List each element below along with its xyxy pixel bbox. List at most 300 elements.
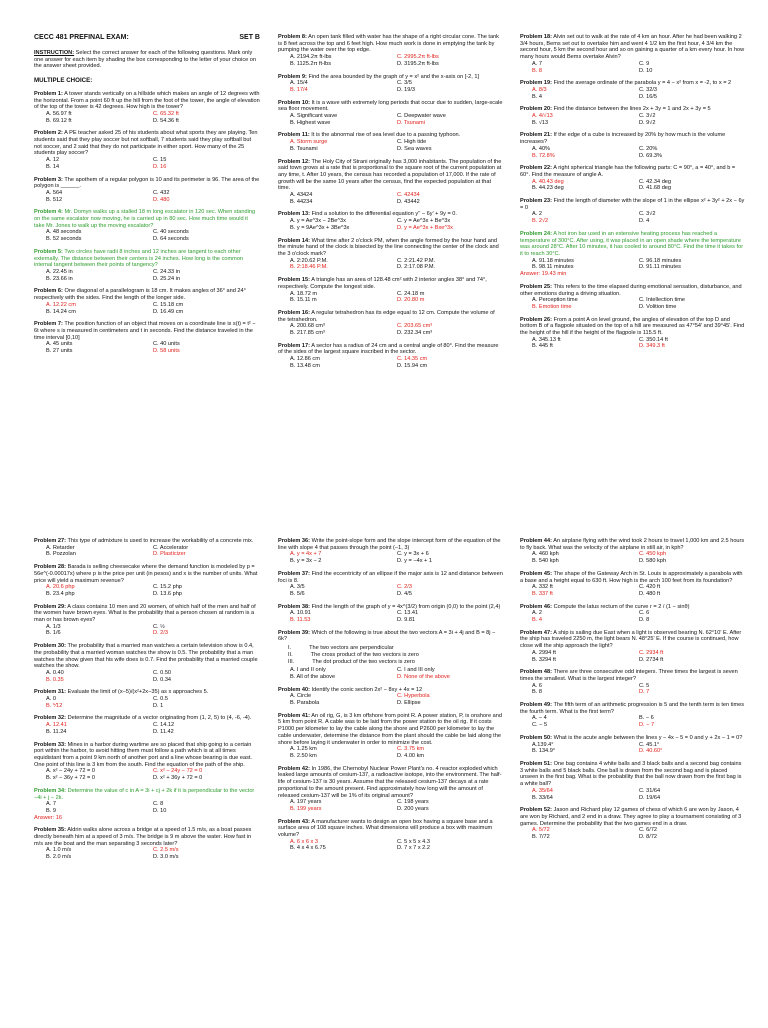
problem-statement: [278, 100, 504, 113]
choice-option: D. 9.81: [397, 617, 416, 624]
choice-option: B. 7/72: [532, 834, 550, 841]
problem-text: In 1986, the Chernobyl Nuclear Power Plant's no. 4 reactor exploded which leaked large amounts of cesium-137, a radioactive isotope, into the environment. The half-life of cesium-137 is 30 years. Assume that the released cesium-137 decays at a rate proportional to the amount present. Find approximately how long will the amount of released cesium-137 will be 1% of its original amount?: [278, 765, 502, 799]
choice-option: B. ⅟12: [46, 702, 63, 709]
problem-statement: [520, 106, 746, 113]
choice-option: A. 2: [532, 211, 542, 218]
choice-option: C. 198 years: [397, 799, 429, 806]
choice-option: A. 0.40: [46, 669, 64, 676]
problem-list: [34, 538, 260, 861]
choice-grid: [520, 610, 746, 623]
choice-option: B. 4: [532, 617, 542, 624]
problem-number: Problem 15:: [278, 277, 311, 284]
choice-option: D. 16/5: [639, 93, 658, 100]
problem-text: The shape of the Gateway Arch in St. Louis is approximately a parabola with a base and a height equal to 630 ft. How high is the arch 100 feet from its foundation?: [520, 570, 743, 584]
choice-option: A. 3/5: [290, 584, 305, 591]
problem-statement: [520, 132, 746, 145]
problem-number: Problem 41:: [278, 712, 311, 719]
choice-option: D. 8: [639, 617, 650, 624]
choice-option: B. 8: [532, 67, 542, 74]
choice-grid: [34, 624, 260, 637]
problem-number: Problem 20:: [520, 106, 553, 113]
statement-row: [288, 652, 504, 659]
exam-set: SET B: [239, 34, 260, 41]
choice-option: C. 65.32 ft: [153, 110, 179, 117]
choice-option: D. 4.00 km: [397, 752, 425, 759]
problem-text: Determine the magnitude of a vector originating from (1, 2, 5) to (4, -6, -4).: [66, 715, 252, 722]
choice-option: C. 2934 ft: [639, 649, 664, 656]
choice-option: B. 3294 ft: [532, 656, 556, 663]
problem-statement: [34, 91, 260, 111]
answer-note: Answer: 19.43 min: [520, 271, 567, 278]
exam-title: CECC 481 PREFINAL EXAM:: [34, 34, 129, 41]
choice-option: C. 32/3: [639, 86, 658, 93]
problem-text: Identify the conic section 2x² − 8xy + 4x = 12: [310, 686, 423, 693]
problem-item: [34, 249, 260, 283]
problem-item: [278, 277, 504, 304]
problem-text: Alvin set out to walk at the rate of 4 km an hour. After he had been walking 2 3/4 hours, Bems set out to overtake him and went 4 1/2 km the first hour, 4 3/4 km the second hour, 5 km the second hour and so on gaining a quarter of a km every hour. In how many hours would Bems overtake Alvin?: [520, 34, 745, 61]
problem-number: Problem 50:: [520, 734, 553, 741]
choice-option: B. 4: [532, 93, 542, 100]
problem-statement: [278, 687, 504, 694]
choice-option: B. 23.66 in: [46, 275, 73, 282]
choice-option: A. Retarder: [46, 544, 75, 551]
choice-option: C. 8: [153, 801, 164, 808]
choice-grid: [520, 337, 746, 350]
choice-option: B. 98.11 minutes: [532, 264, 574, 271]
choice-option: A. x² − 24y + 72 = 0: [46, 768, 95, 775]
problem-item: [520, 317, 746, 351]
problem-statement: [34, 177, 260, 190]
problem-text: The fifth term of an arithmetic progression is 5 and the tenth term is ten times the fourth term. What is the first term?: [520, 702, 745, 715]
choice-grid: [520, 61, 746, 74]
choice-option: A. 345.13 ft: [532, 336, 561, 343]
choice-option: A. 40.43 deg: [532, 178, 564, 185]
problem-statement: [520, 669, 746, 682]
choice-option: D. 13.6 php: [153, 590, 182, 597]
problem-text: Determine the value of c in A = 3i + cj + 2k if it is perpendicular to the vector −4i + j − 2k.: [34, 787, 255, 801]
problem-item: [34, 564, 260, 598]
problem-item: [278, 310, 504, 337]
choice-option: A. 2994 ft: [532, 649, 556, 656]
choice-option: B. 33/64: [532, 794, 553, 801]
column-6: [520, 538, 746, 847]
choice-option: B. 134.9°: [532, 748, 556, 755]
choice-option: D. 7 x 7 x 2.2: [397, 845, 430, 852]
choice-option: D. Plasticizer: [153, 551, 186, 558]
choice-option: C. I and III only: [397, 667, 435, 674]
problem-number: Problem 7:: [34, 321, 63, 328]
problem-text: From a point A on level ground, the angles of elevation of the top D and bottom B of a flagpole situated on the top of a hill are measured as 47°54' and 39°45'. Find the height of the hill if the height of the flagpole is 115.5 ft.: [520, 316, 745, 337]
choice-option: C. y = 3x + 6: [397, 551, 429, 558]
choice-option: D. 16: [153, 163, 167, 170]
problem-number: Problem 3:: [34, 176, 63, 183]
choice-option: A. 7: [46, 801, 56, 808]
choice-grid: [34, 190, 260, 203]
problem-item: [278, 132, 504, 152]
choice-option: B. 27 units: [46, 348, 73, 355]
problem-statement: [278, 159, 504, 193]
choice-option: A.139.4°: [532, 741, 554, 748]
choice-option: A. 8/3: [532, 86, 547, 93]
problem-item: [278, 238, 504, 272]
problem-statement: [34, 689, 260, 696]
problem-number: Problem 47:: [520, 629, 553, 636]
problem-item: [520, 284, 746, 311]
choice-option: A. I and II only: [290, 667, 326, 674]
choice-option: B. All of the above: [290, 673, 336, 680]
choice-option: D. 54.36 ft: [153, 117, 179, 124]
choice-option: D. 10: [153, 807, 167, 814]
choice-option: B. 4 x 4 x 6.75: [290, 845, 326, 852]
problem-item: [520, 198, 746, 225]
choice-option: C. 5 x 5 x 4.3: [397, 838, 430, 845]
problem-item: [278, 687, 504, 707]
choice-option: A. 15/4: [290, 80, 308, 87]
choice-option: D. Volition time: [639, 303, 677, 310]
problem-item: [278, 630, 504, 681]
choice-option: D. 15.94 cm: [397, 362, 428, 369]
choice-option: A. 40%: [532, 145, 551, 152]
choice-option: B. √13: [532, 119, 549, 126]
choice-option: D. None of the above: [397, 673, 450, 680]
problem-number: Problem 17:: [278, 342, 311, 349]
problem-number: Problem 8:: [278, 34, 307, 40]
choice-option: D. 580 kph: [639, 558, 667, 565]
choice-option: D. 4/5: [397, 590, 412, 597]
problem-text: The position function of an object that moves on a coordinate line is s(t) = t² − 6t where s is measured in centimeters and t in seconds. Find the distance traveled in the time interval [0,10]: [34, 321, 256, 341]
problem-statement: [278, 277, 504, 290]
problem-number: Problem 19:: [520, 80, 553, 87]
choice-option: C. Accelerator: [153, 544, 189, 551]
problem-text: It is the abnormal rise of sea level due to a passing typhoon.: [309, 132, 461, 139]
problem-number: Problem 22:: [520, 165, 553, 172]
problem-number: Problem 12:: [278, 158, 311, 165]
choice-option: D. 58 units: [153, 348, 180, 355]
choice-grid: [34, 302, 260, 315]
choice-option: A. 12.41: [46, 722, 67, 729]
problem-text: Compute the latus rectum of the curve r = 2 / (1 − sinθ): [552, 603, 690, 610]
choice-option: D. 69.3%: [639, 152, 663, 159]
problem-text: The probability that a married man watches a certain television show is 0.4, the probability that a married woman watches the show is 0.5. The probability that a man watches the show given that his wife does is 0.7. Find the probability that a married couple watches the show.: [34, 643, 258, 670]
choice-option: B. 337 ft: [532, 590, 553, 597]
choice-option: C. 5: [639, 682, 650, 689]
problem-number: Problem 16:: [278, 309, 311, 316]
choice-option: D. y = −4x + 1: [397, 558, 432, 565]
problem-number: Problem 46:: [520, 603, 553, 610]
problem-item: [34, 689, 260, 709]
choice-option: C. 13.41: [397, 610, 419, 617]
problem-number: Problem 27:: [34, 538, 67, 544]
problem-number: Problem 39:: [278, 629, 311, 636]
choice-grid: [520, 742, 746, 755]
choice-option: D. Sea waves: [397, 145, 432, 152]
choice-grid: [34, 847, 260, 860]
choice-option: B. 23.4 php: [46, 590, 75, 597]
problem-text: There are three consecutive odd integers. Three times the largest is seven times the smallest. What is the largest integer?: [520, 669, 738, 682]
column-1: [34, 34, 260, 361]
choice-option: D. 43442: [397, 198, 420, 205]
choice-option: B. 217.85 cm³: [290, 330, 325, 337]
choice-option: B. Pozzolan: [46, 551, 76, 558]
choice-option: D. 19/3: [397, 86, 416, 93]
problem-text: One bag contains 4 white balls and 3 black balls and a second bag contains 3 white balls and 5 black balls. One ball is drawn from the second bag and is placed unseen in the first bag. What is the probability that the ball now drawn from the first bag is a white ball?: [520, 760, 742, 788]
problem-item: [520, 807, 746, 841]
problem-number: Problem 11:: [278, 132, 310, 139]
choice-option: C. Deepwater wave: [397, 113, 446, 120]
choice-grid: [278, 139, 504, 152]
choice-option: C. High tide: [397, 139, 427, 146]
choice-option: D. 64 seconds: [153, 236, 189, 243]
choice-option: A. 56.97 ft: [46, 110, 72, 117]
choice-option: D. 232.34 cm³: [397, 330, 433, 337]
problem-number: Problem 33:: [34, 741, 67, 748]
problem-text: One diagonal of a parallelogram is 18 cm. It makes angles of 36° and 24° respectively with the sides. Find the length of the longer side.: [34, 288, 246, 302]
problem-statement: [520, 284, 746, 297]
problem-list: [520, 34, 746, 350]
problem-statement: [278, 310, 504, 323]
choice-grid: [34, 269, 260, 282]
choice-option: B. 199 years: [290, 805, 322, 812]
choice-option: D. 2/3: [153, 630, 168, 637]
choice-option: D. 25.24 in: [153, 275, 181, 282]
problem-item: [278, 538, 504, 565]
choice-grid: [278, 258, 504, 271]
problem-item: [34, 209, 260, 243]
problem-text: Mines in a harbor during wartime are so placed that ship going to a certain port within the harbor, to avoid hitting them must follow a path which is at all times equidistant from a point 9 km north of another port and a line whose bearing is due east. One point of this line is 3 km from the south. Find the equation of the path of the ship.: [34, 741, 252, 768]
problem-text: A PE teacher asked 25 of his students about what sports they are playing. Ten students said that they play soccer but not softball, 7 students said they play softball but not soccer, and 2 said that they do not participate in either sport. How many of the 25 students play soccer?: [34, 130, 258, 157]
problem-list: [278, 34, 504, 370]
choice-option: B. 11.24: [46, 728, 67, 735]
choice-grid: [34, 111, 260, 124]
choice-grid: [520, 113, 746, 126]
choice-option: C. 15: [153, 157, 167, 164]
problem-statement: [520, 80, 746, 87]
problem-item: [278, 604, 504, 624]
choice-grid: [520, 211, 746, 224]
choice-option: A. − 4: [532, 715, 547, 722]
problem-item: [34, 321, 260, 355]
statement-list: [278, 645, 504, 665]
problem-text: Find the average ordinate of the parabola y = 4 − x² from x = -2, to x = 2: [552, 80, 732, 87]
choice-option: C. 2/3: [397, 584, 412, 591]
problem-text: The apothem of a regular polygon is 10 and its perimeter is 96. The area of the polygon is ______.: [34, 176, 260, 190]
answer-note: Answer: 16: [34, 814, 62, 821]
problem-item: [278, 159, 504, 206]
choice-grid: [278, 693, 504, 706]
choice-option: C. 96.18 minutes: [639, 257, 682, 264]
choice-option: D. y = Ae^3x + Bxe^3x: [397, 224, 453, 231]
choice-option: A. 200.68 cm³: [290, 323, 325, 330]
problem-number: Problem 4:: [34, 209, 63, 216]
problem-statement: [34, 249, 260, 269]
choice-option: A. 20.6 php: [46, 584, 75, 591]
problem-number: Problem 34:: [34, 787, 67, 794]
choice-grid: [34, 768, 260, 781]
problem-text: Barada is selling cheesecake where the demand function is modeled by p = 56e^(-0.00017x) where p is the price per unit (in pesos) and x is the number of units. What price will yield a maximum revenue?: [34, 564, 258, 584]
choice-option: D. 0.34: [153, 676, 172, 683]
choice-option: C. 450 kph: [639, 551, 667, 558]
problem-statement: [278, 211, 504, 218]
choice-option: D. 9√2: [639, 119, 656, 126]
problem-statement: [520, 761, 746, 788]
choice-option: B. 5/6: [290, 590, 305, 597]
problem-number: Problem 18:: [520, 34, 553, 40]
problem-item: [520, 132, 746, 159]
statement-numeral: II.: [288, 651, 293, 658]
problem-number: Problem 44:: [520, 538, 553, 544]
problem-number: Problem 38:: [278, 603, 311, 610]
statement-row: [288, 659, 504, 666]
problem-number: Problem 49:: [520, 702, 553, 709]
choice-option: C. 42.34 deg: [639, 178, 672, 185]
problem-item: [34, 643, 260, 683]
choice-option: C. 3/5: [397, 80, 412, 87]
choice-option: D. 10: [639, 67, 653, 74]
problem-number: Problem 2:: [34, 130, 63, 137]
choice-grid: [34, 722, 260, 735]
problem-number: Problem 43:: [278, 818, 311, 825]
problem-statement: [278, 34, 504, 54]
problem-statement: [34, 643, 260, 670]
choice-option: C. 2995.2π ft-lbs: [397, 54, 439, 61]
problem-statement: [278, 343, 504, 356]
column-3: [520, 34, 746, 356]
choice-option: B. 512: [46, 196, 63, 203]
problem-text: Two circles have radii 8 inches and 12 inches are tangent to each other externally. The distance between their centers is 24 inches. How long is the common internal tangent between their points of tangency?: [34, 248, 244, 269]
problem-number: Problem 6:: [34, 288, 63, 295]
problem-number: Problem 37:: [278, 570, 311, 577]
choice-option: A. 2: [532, 610, 542, 617]
problem-item: [34, 177, 260, 204]
choice-option: C. Intellection time: [639, 297, 686, 304]
problem-item: [34, 742, 260, 782]
problem-text: A ship is sailing due East when a light is observed bearing N. 62°10' E. After the ship has traveled 2250 m, the light bears N. 48°25' E. If the course is continued, how close will the ship approach the light?: [520, 629, 742, 650]
choice-option: A. 12.86 cm: [290, 356, 320, 363]
problem-text: A tower stands vertically on a hillside which makes an angle of 12 degrees with the horizontal. From a point 60 ft up the hill from the foot of the tower, the angle of elevation of the top of the tower is 42 degrees. How high is the tower?: [34, 90, 260, 111]
problem-text: Write the point-slope form and the slope intercept form of the equation of the line with slope 4 that passes through the point (−1, 3): [278, 538, 501, 551]
choice-grid: [520, 179, 746, 192]
problem-number: Problem 32:: [34, 715, 67, 722]
choice-option: D. 20.80 m: [397, 297, 425, 304]
problem-statement: [34, 742, 260, 769]
problem-statement: [520, 198, 746, 211]
problem-number: Problem 26:: [520, 316, 553, 323]
choice-option: D. 480: [153, 196, 170, 203]
problem-number: Problem 31:: [34, 689, 67, 696]
choice-option: C. 40 seconds: [153, 229, 189, 236]
problem-item: [520, 702, 746, 729]
choice-grid: [34, 229, 260, 242]
choice-option: A. 6 x 6 x 3: [290, 838, 318, 845]
choice-option: A. Storm surge: [290, 139, 328, 146]
choice-option: B. 69.12 ft: [46, 117, 72, 124]
problem-item: [34, 788, 260, 822]
problem-number: Problem 40:: [278, 686, 311, 693]
problem-item: [520, 669, 746, 696]
problem-item: [278, 343, 504, 370]
problem-text: Aldrin walks alone across a bridge at a speed of 1.5 m/s, as a boat passes directly beneath him at a speed of 3 m/s. The bridge is 9 m above the water. How fast in m/s are the boat and the man separating 3 seconds later?: [34, 827, 252, 847]
problem-statement: [520, 165, 746, 178]
choice-grid: [34, 801, 260, 814]
choice-option: B. 11.53: [290, 617, 311, 624]
problem-text: Which of the following is true about the two vectors A = 3i + 4j and B = 8j − 6k?: [278, 629, 496, 643]
problem-statement: [520, 538, 746, 551]
problem-statement: [520, 702, 746, 715]
choice-grid: [278, 799, 504, 812]
choice-option: B. x² − 36y + 72 = 0: [46, 775, 95, 782]
choice-grid: [34, 670, 260, 683]
problem-text: Find a solution to the differential equation y'' − 6y' + 9y = 0.: [310, 211, 457, 218]
problem-text: Jason and Richard play 12 games of chess of which 6 are won by Jason, 4 are won by Richard, and 2 end in a draw. They agree to play a tournament consisting of 3 games. Determine the probability that the two games end in a draw.: [520, 807, 742, 827]
choice-grid: [520, 584, 746, 597]
problem-text: This type of admixture is used to increase the workability of a concrete mix.: [66, 538, 254, 544]
choice-option: C. ½: [153, 623, 165, 630]
choice-grid: [34, 584, 260, 597]
problem-item: [520, 735, 746, 755]
problem-text: A sector has a radius of 24 cm and a central angle of 80°. Find the measure of the sides of the largest square inscribed in the sector.: [278, 342, 499, 356]
choice-option: A. 48 seconds: [46, 229, 82, 236]
problem-text: A regular tetrahedron has its edge equal to 12 cm. Compute the volume of the tetrahedron.: [278, 309, 495, 323]
problem-item: [520, 571, 746, 598]
problem-number: Problem 5:: [34, 248, 63, 255]
instructions: [34, 50, 260, 70]
choice-option: A. 1/3: [46, 623, 61, 630]
choice-grid: [34, 341, 260, 354]
choice-grid: [278, 746, 504, 759]
choice-option: C. 14.12: [153, 722, 175, 729]
choice-grid: [520, 650, 746, 663]
instruction-label: INSTRUCTION:: [34, 50, 75, 56]
problem-text: A hot iron bar used in an extensive heating process has reached a temperature of 300°C. After using, it was placed in an open shade where the temperature was around 28°C. After 10 minutes, it has cooled to around 80°C. Find the time it takes for it to reach 30°C.: [520, 230, 744, 257]
problem-statement: [520, 231, 746, 258]
choice-grid: [278, 667, 504, 680]
problem-statement: [34, 564, 260, 584]
problem-number: Problem 13:: [278, 211, 311, 218]
choice-option: A. 1.0 m/s: [46, 847, 72, 854]
choice-option: A. 22.45 in: [46, 268, 73, 275]
problem-number: Problem 1:: [34, 90, 63, 97]
choice-option: B. 44.23 deg: [532, 185, 564, 192]
problem-item: [278, 34, 504, 68]
choice-option: D. x² + 36y + 72 = 0: [153, 775, 203, 782]
choice-option: A. 2:20.62 P.M.: [290, 257, 328, 264]
choice-option: A. 35/64: [532, 787, 553, 794]
choice-option: A. 4/√13: [532, 113, 553, 120]
problem-item: [34, 538, 260, 558]
section-title: MULTIPLE CHOICE:: [34, 77, 93, 85]
choice-option: C. x² − 24y − 72 = 0: [153, 768, 203, 775]
choice-option: B. 2.50 km: [290, 752, 317, 759]
problem-item: [520, 165, 746, 192]
choice-option: B. Highest wave: [290, 119, 331, 126]
choice-option: D. 91.11 minutes: [639, 264, 681, 271]
choice-grid: [278, 218, 504, 231]
problem-statement: [278, 630, 504, 643]
choice-option: C. 15.2 php: [153, 584, 182, 591]
problem-number: Problem 24:: [520, 230, 553, 237]
problem-item: [278, 819, 504, 853]
problem-text: This refers to the time elapsed during emotional sensation, disturbance, and other emotions during a driving situation.: [520, 283, 742, 297]
statement-text: The dot product of the two vectors is zero: [312, 658, 415, 665]
choice-option: D. 41.68 deg: [639, 185, 672, 192]
choice-option: C. 3√2: [639, 211, 656, 218]
problem-number: Problem 30:: [34, 643, 67, 650]
problem-text: If the edge of a cube is increased by 20% by how much is the volume increases?: [520, 132, 726, 146]
choice-option: D. 16.49 cm: [153, 308, 184, 315]
choice-grid: [278, 80, 504, 93]
choice-grid: [278, 323, 504, 336]
choice-option: C. 350.14 ft: [639, 336, 668, 343]
